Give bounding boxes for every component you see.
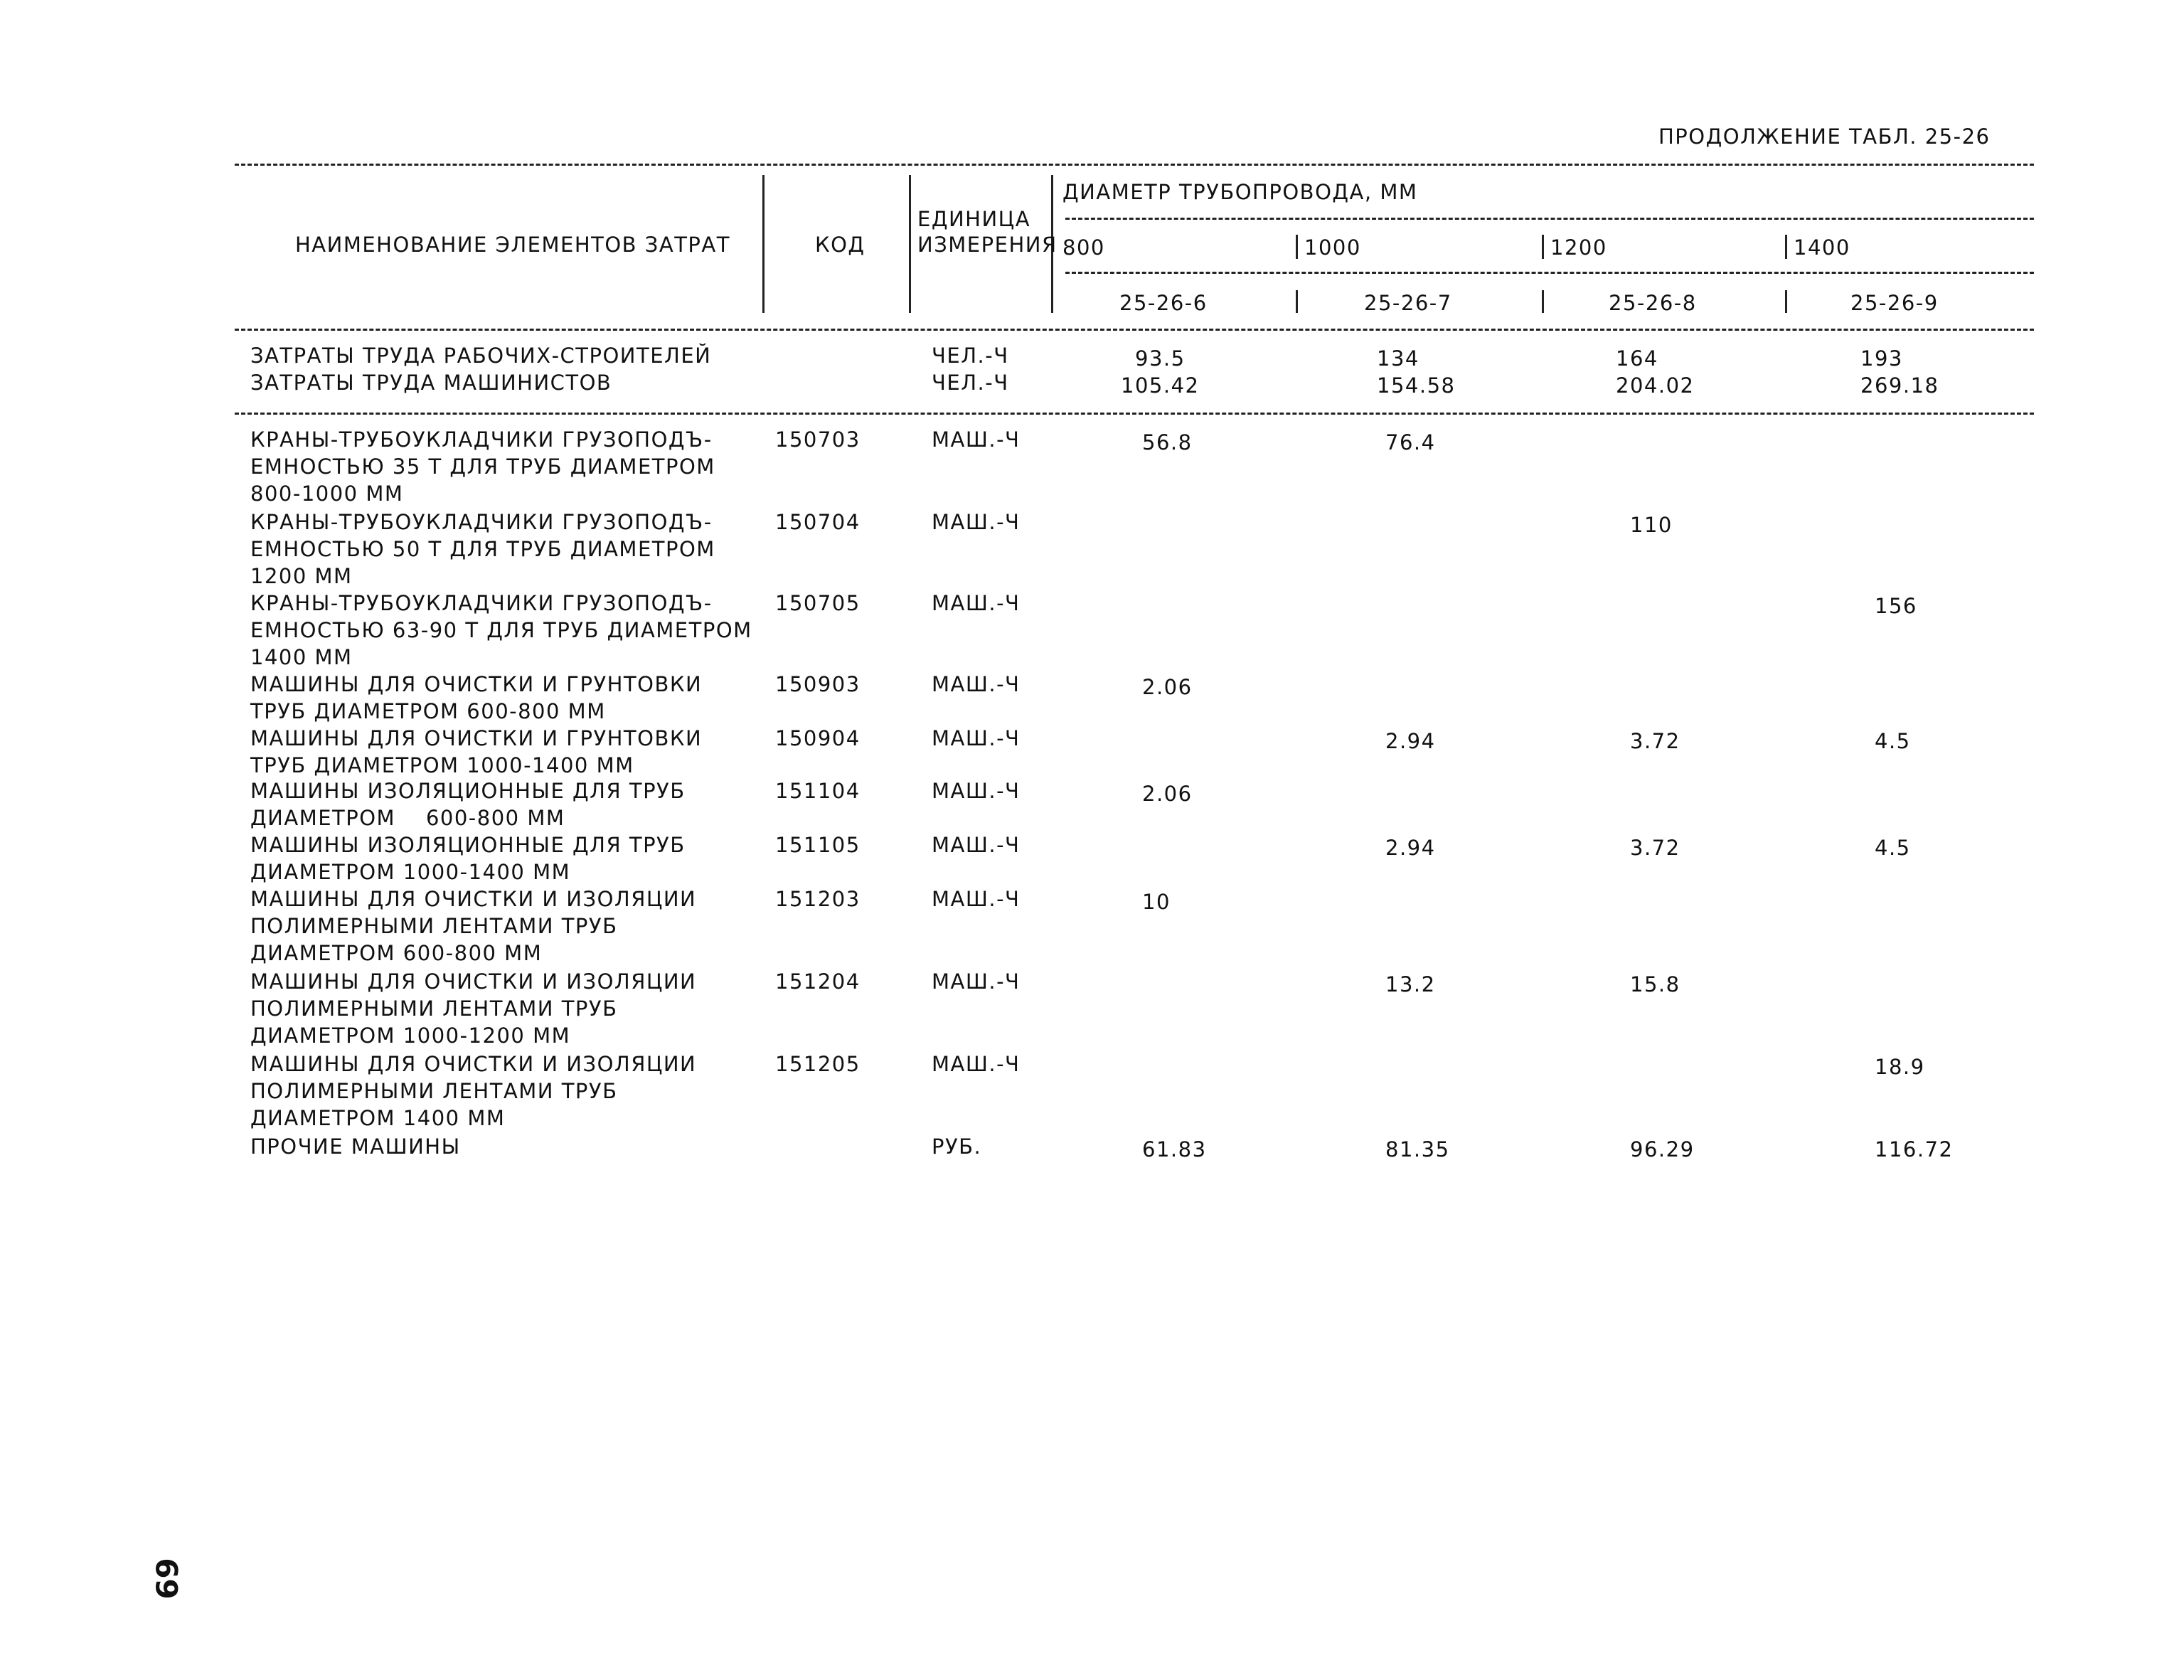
vbar-d1200 — [1542, 235, 1544, 259]
vbar-c7 — [1296, 290, 1298, 313]
row-name-line2: ДИАМЕТРОМ 600-800 ММ — [250, 806, 565, 830]
labor-value-1000: 134 — [1377, 346, 1419, 371]
row-value: 15.8 — [1630, 972, 1680, 996]
row-unit: МАШ.-Ч — [932, 427, 1021, 452]
row-value: 110 — [1630, 513, 1673, 537]
row-name-line2: ПОЛИМЕРНЫМИ ЛЕНТАМИ ТРУБ — [250, 1079, 618, 1103]
row-value: 3.72 — [1630, 836, 1680, 860]
labor-unit: ЧЕЛ.-Ч — [932, 344, 1009, 368]
row-code: 150703 — [775, 427, 861, 452]
row-name-line2: ДИАМЕТРОМ 1000-1400 ММ — [250, 860, 571, 884]
vbar-code — [909, 175, 911, 313]
row-unit: МАШ.-Ч — [932, 591, 1021, 615]
diameter-1400: 1400 — [1794, 235, 1850, 260]
row-unit: МАШ.-Ч — [932, 779, 1021, 803]
code-25-26-8: 25-26-8 — [1609, 291, 1697, 315]
row-name-line1: МАШИНЫ ДЛЯ ОЧИСТКИ И ИЗОЛЯЦИИ — [250, 1052, 697, 1076]
rule-head-bottom — [235, 329, 2034, 331]
vbar-d1000 — [1296, 235, 1298, 259]
row-code: 150705 — [775, 591, 861, 615]
row-name-line2: ЕМНОСТЬЮ 50 Т ДЛЯ ТРУБ ДИАМЕТРОМ — [250, 537, 715, 561]
row-value: 76.4 — [1385, 430, 1436, 454]
row-name-line1: КРАНЫ-ТРУБОУКЛАДЧИКИ ГРУЗОПОДЪ- — [250, 510, 713, 534]
row-name-line3: ДИАМЕТРОМ 1000-1200 ММ — [250, 1024, 571, 1048]
row-value: 2.94 — [1385, 729, 1436, 753]
row-name-line1: КРАНЫ-ТРУБОУКЛАДЧИКИ ГРУЗОПОДЪ- — [250, 427, 713, 452]
row-name-line2: ТРУБ ДИАМЕТРОМ 600-800 ММ — [250, 699, 606, 723]
row-value: 2.06 — [1142, 675, 1193, 699]
labor-value-1200: 204.02 — [1616, 373, 1695, 398]
row-unit: МАШ.-Ч — [932, 887, 1021, 911]
row-value: 2.94 — [1385, 836, 1436, 860]
row-name-line2: ПОЛИМЕРНЫМИ ЛЕНТАМИ ТРУБ — [250, 914, 618, 938]
row-name-line1: МАШИНЫ ИЗОЛЯЦИОННЫЕ ДЛЯ ТРУБ — [250, 833, 686, 857]
row-name-line3: 1400 ММ — [250, 645, 353, 669]
row-code: 150903 — [775, 672, 861, 696]
row-value: 2.06 — [1142, 782, 1193, 806]
row-name-line1: КРАНЫ-ТРУБОУКЛАДЧИКИ ГРУЗОПОДЪ- — [250, 591, 713, 615]
row-name-line1: ПРОЧИЕ МАШИНЫ — [250, 1134, 461, 1159]
row-value: 116.72 — [1875, 1137, 1954, 1161]
row-code: 150704 — [775, 510, 861, 534]
row-name-line3: 800-1000 ММ — [250, 482, 404, 506]
row-unit: МАШ.-Ч — [932, 510, 1021, 534]
row-value: 81.35 — [1385, 1137, 1450, 1161]
row-value: 156 — [1875, 594, 1917, 618]
row-code: 151105 — [775, 833, 861, 857]
row-unit: МАШ.-Ч — [932, 833, 1021, 857]
row-value: 18.9 — [1875, 1055, 1925, 1079]
row-value: 61.83 — [1142, 1137, 1207, 1161]
row-value: 13.2 — [1385, 972, 1436, 996]
labor-value-1400: 269.18 — [1860, 373, 1939, 398]
diameter-1200: 1200 — [1550, 235, 1607, 260]
row-name-line3: ДИАМЕТРОМ 1400 ММ — [250, 1106, 506, 1130]
header-code-col: КОД — [815, 233, 865, 257]
row-value: 56.8 — [1142, 430, 1193, 454]
rule-codes — [1065, 272, 2034, 274]
labor-name: ЗАТРАТЫ ТРУДА РАБОЧИХ-СТРОИТЕЛЕЙ — [250, 344, 712, 368]
row-name-line3: ДИАМЕТРОМ 600-800 ММ — [250, 941, 543, 965]
row-code: 151104 — [775, 779, 861, 803]
header-unit-line1: ЕДИНИЦА — [917, 207, 1031, 231]
vbar-d1400 — [1785, 235, 1787, 259]
row-name-line2: ЕМНОСТЬЮ 63-90 Т ДЛЯ ТРУБ ДИАМЕТРОМ — [250, 618, 752, 642]
row-value: 10 — [1142, 890, 1171, 914]
row-name-line2: ТРУБ ДИАМЕТРОМ 1000-1400 ММ — [250, 753, 634, 777]
code-25-26-6: 25-26-6 — [1119, 291, 1208, 315]
header-name-col: НАИМЕНОВАНИЕ ЭЛЕМЕНТОВ ЗАТРАТ — [295, 233, 730, 257]
code-25-26-7: 25-26-7 — [1364, 291, 1452, 315]
rule-labor-bottom — [235, 413, 2034, 415]
row-unit: МАШ.-Ч — [932, 672, 1021, 696]
row-value: 4.5 — [1875, 729, 1911, 753]
row-code: 150904 — [775, 726, 861, 750]
row-unit: МАШ.-Ч — [932, 726, 1021, 750]
diameter-800: 800 — [1062, 235, 1105, 260]
row-value: 3.72 — [1630, 729, 1680, 753]
rule-top — [235, 164, 2034, 166]
vbar-name — [762, 175, 765, 313]
continuation-caption: ПРОДОЛЖЕНИЕ ТАБЛ. 25-26 — [1658, 124, 1991, 149]
row-name-line2: ЕМНОСТЬЮ 35 Т ДЛЯ ТРУБ ДИАМЕТРОМ — [250, 454, 715, 479]
row-code: 151203 — [775, 887, 861, 911]
header-diameter-group: ДИАМЕТР ТРУБОПРОВОДА, ММ — [1062, 180, 1418, 204]
row-unit: МАШ.-Ч — [932, 1052, 1021, 1076]
diameter-1000: 1000 — [1304, 235, 1361, 260]
row-name-line3: 1200 ММ — [250, 564, 353, 588]
labor-value-1200: 164 — [1616, 346, 1658, 371]
row-name-line1: МАШИНЫ ДЛЯ ОЧИСТКИ И ИЗОЛЯЦИИ — [250, 887, 697, 911]
row-name-line1: МАШИНЫ ДЛЯ ОЧИСТКИ И ИЗОЛЯЦИИ — [250, 969, 697, 994]
rule-diameter — [1065, 218, 2034, 220]
page-number: 69 — [149, 1558, 184, 1600]
row-name-line1: МАШИНЫ ИЗОЛЯЦИОННЫЕ ДЛЯ ТРУБ — [250, 779, 686, 803]
vbar-c9 — [1785, 290, 1787, 313]
labor-value-1400: 193 — [1860, 346, 1903, 371]
labor-unit: ЧЕЛ.-Ч — [932, 371, 1009, 395]
labor-name: ЗАТРАТЫ ТРУДА МАШИНИСТОВ — [250, 371, 612, 395]
row-name-line1: МАШИНЫ ДЛЯ ОЧИСТКИ И ГРУНТОВКИ — [250, 726, 703, 750]
code-25-26-9: 25-26-9 — [1850, 291, 1939, 315]
header-unit-line2: ИЗМЕРЕНИЯ — [917, 233, 1058, 257]
row-name-line1: МАШИНЫ ДЛЯ ОЧИСТКИ И ГРУНТОВКИ — [250, 672, 703, 696]
vbar-c8 — [1542, 290, 1544, 313]
row-unit: МАШ.-Ч — [932, 969, 1021, 994]
labor-value-800: 93.5 — [1135, 346, 1186, 371]
row-code: 151205 — [775, 1052, 861, 1076]
row-name-line2: ПОЛИМЕРНЫМИ ЛЕНТАМИ ТРУБ — [250, 996, 618, 1021]
labor-value-800: 105.42 — [1121, 373, 1200, 398]
labor-value-1000: 154.58 — [1377, 373, 1456, 398]
row-value: 96.29 — [1630, 1137, 1695, 1161]
row-value: 4.5 — [1875, 836, 1911, 860]
row-code: 151204 — [775, 969, 861, 994]
row-unit: РУБ. — [932, 1134, 982, 1159]
